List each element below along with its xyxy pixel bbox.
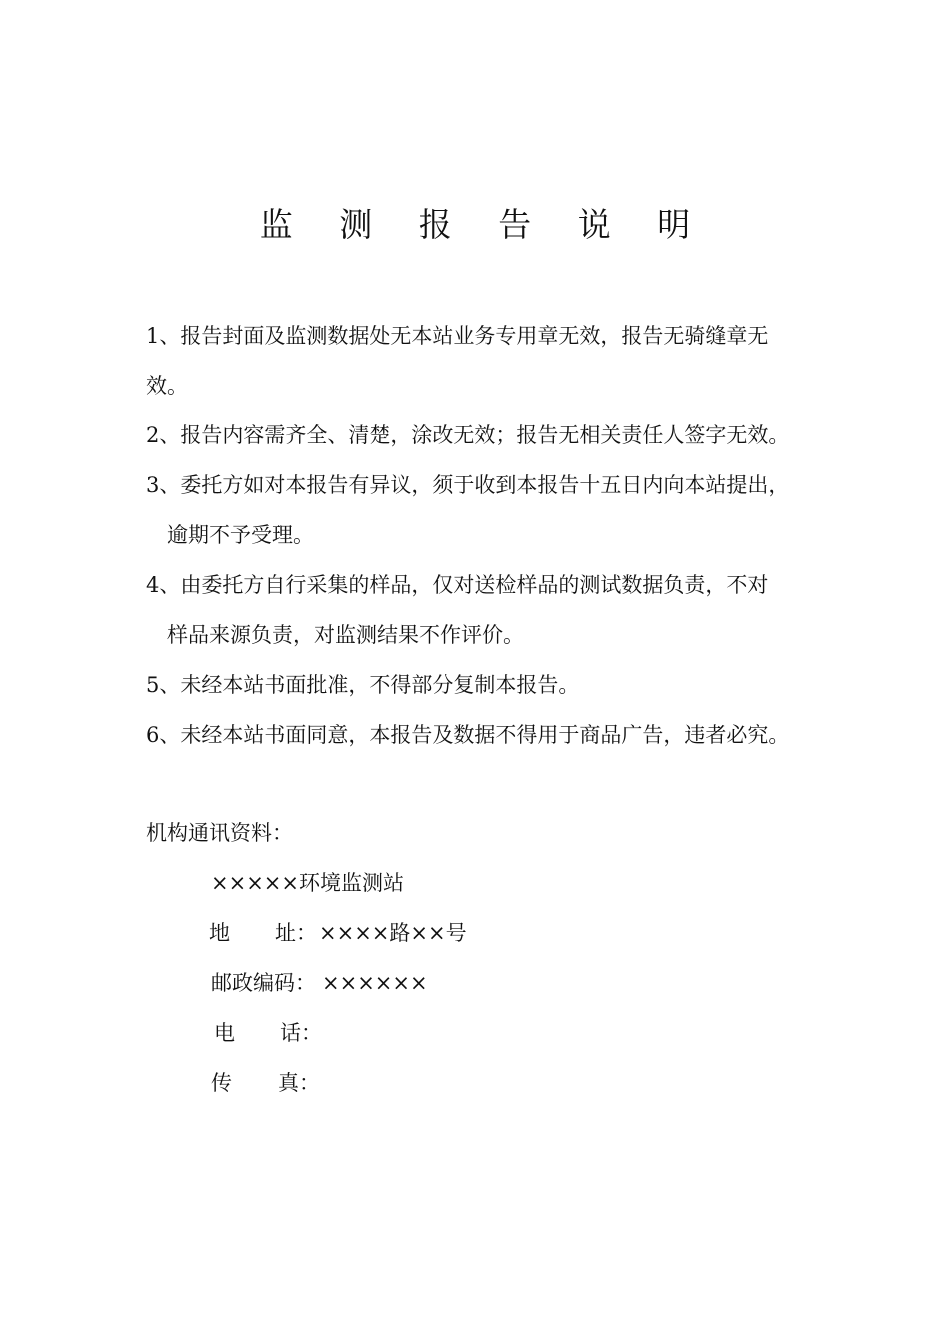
item-4-line-1: 4、由委托方自行采集的样品，仅对送检样品的测试数据负责，不对 bbox=[146, 573, 769, 597]
item-6-line-1: 6、未经本站书面同意，本报告及数据不得用于商品广告，违者必究。 bbox=[146, 723, 790, 747]
phone-label-part-1: 电 bbox=[214, 1021, 235, 1045]
contact-heading: 机构通讯资料： bbox=[146, 821, 293, 845]
item-3-line-1: 3、委托方如对本报告有异议，须于收到本报告十五日内向本站提出， bbox=[146, 473, 790, 497]
address-label-part-1: 地 bbox=[209, 921, 230, 945]
item-2-line-1: 2、报告内容需齐全、清楚，涂改无效；报告无相关责任人签字无效。 bbox=[146, 423, 790, 447]
fax-label-part-2: 真： bbox=[278, 1071, 320, 1095]
item-1-line-2: 效。 bbox=[146, 374, 188, 398]
phone-label-part-2: 话： bbox=[280, 1021, 322, 1045]
item-3-line-2: 逾期不予受理。 bbox=[167, 523, 314, 547]
postal-code-label: 邮政编码： bbox=[211, 971, 316, 995]
fax-label-part-1: 传 bbox=[211, 1071, 232, 1095]
postal-code-value: ×××××× bbox=[322, 971, 428, 995]
item-1-line-1: 1、报告封面及监测数据处无本站业务专用章无效，报告无骑缝章无 bbox=[146, 324, 769, 348]
address-value: ××××路××号 bbox=[319, 921, 467, 945]
page-title: 监 测 报 告 说 明 bbox=[259, 205, 709, 244]
organization-name: ×××××环境监测站 bbox=[211, 871, 404, 895]
address-label-part-2: 址： bbox=[275, 921, 317, 945]
item-4-line-2: 样品来源负责，对监测结果不作评价。 bbox=[167, 623, 524, 647]
item-5-line-1: 5、未经本站书面批准，不得部分复制本报告。 bbox=[146, 673, 580, 697]
